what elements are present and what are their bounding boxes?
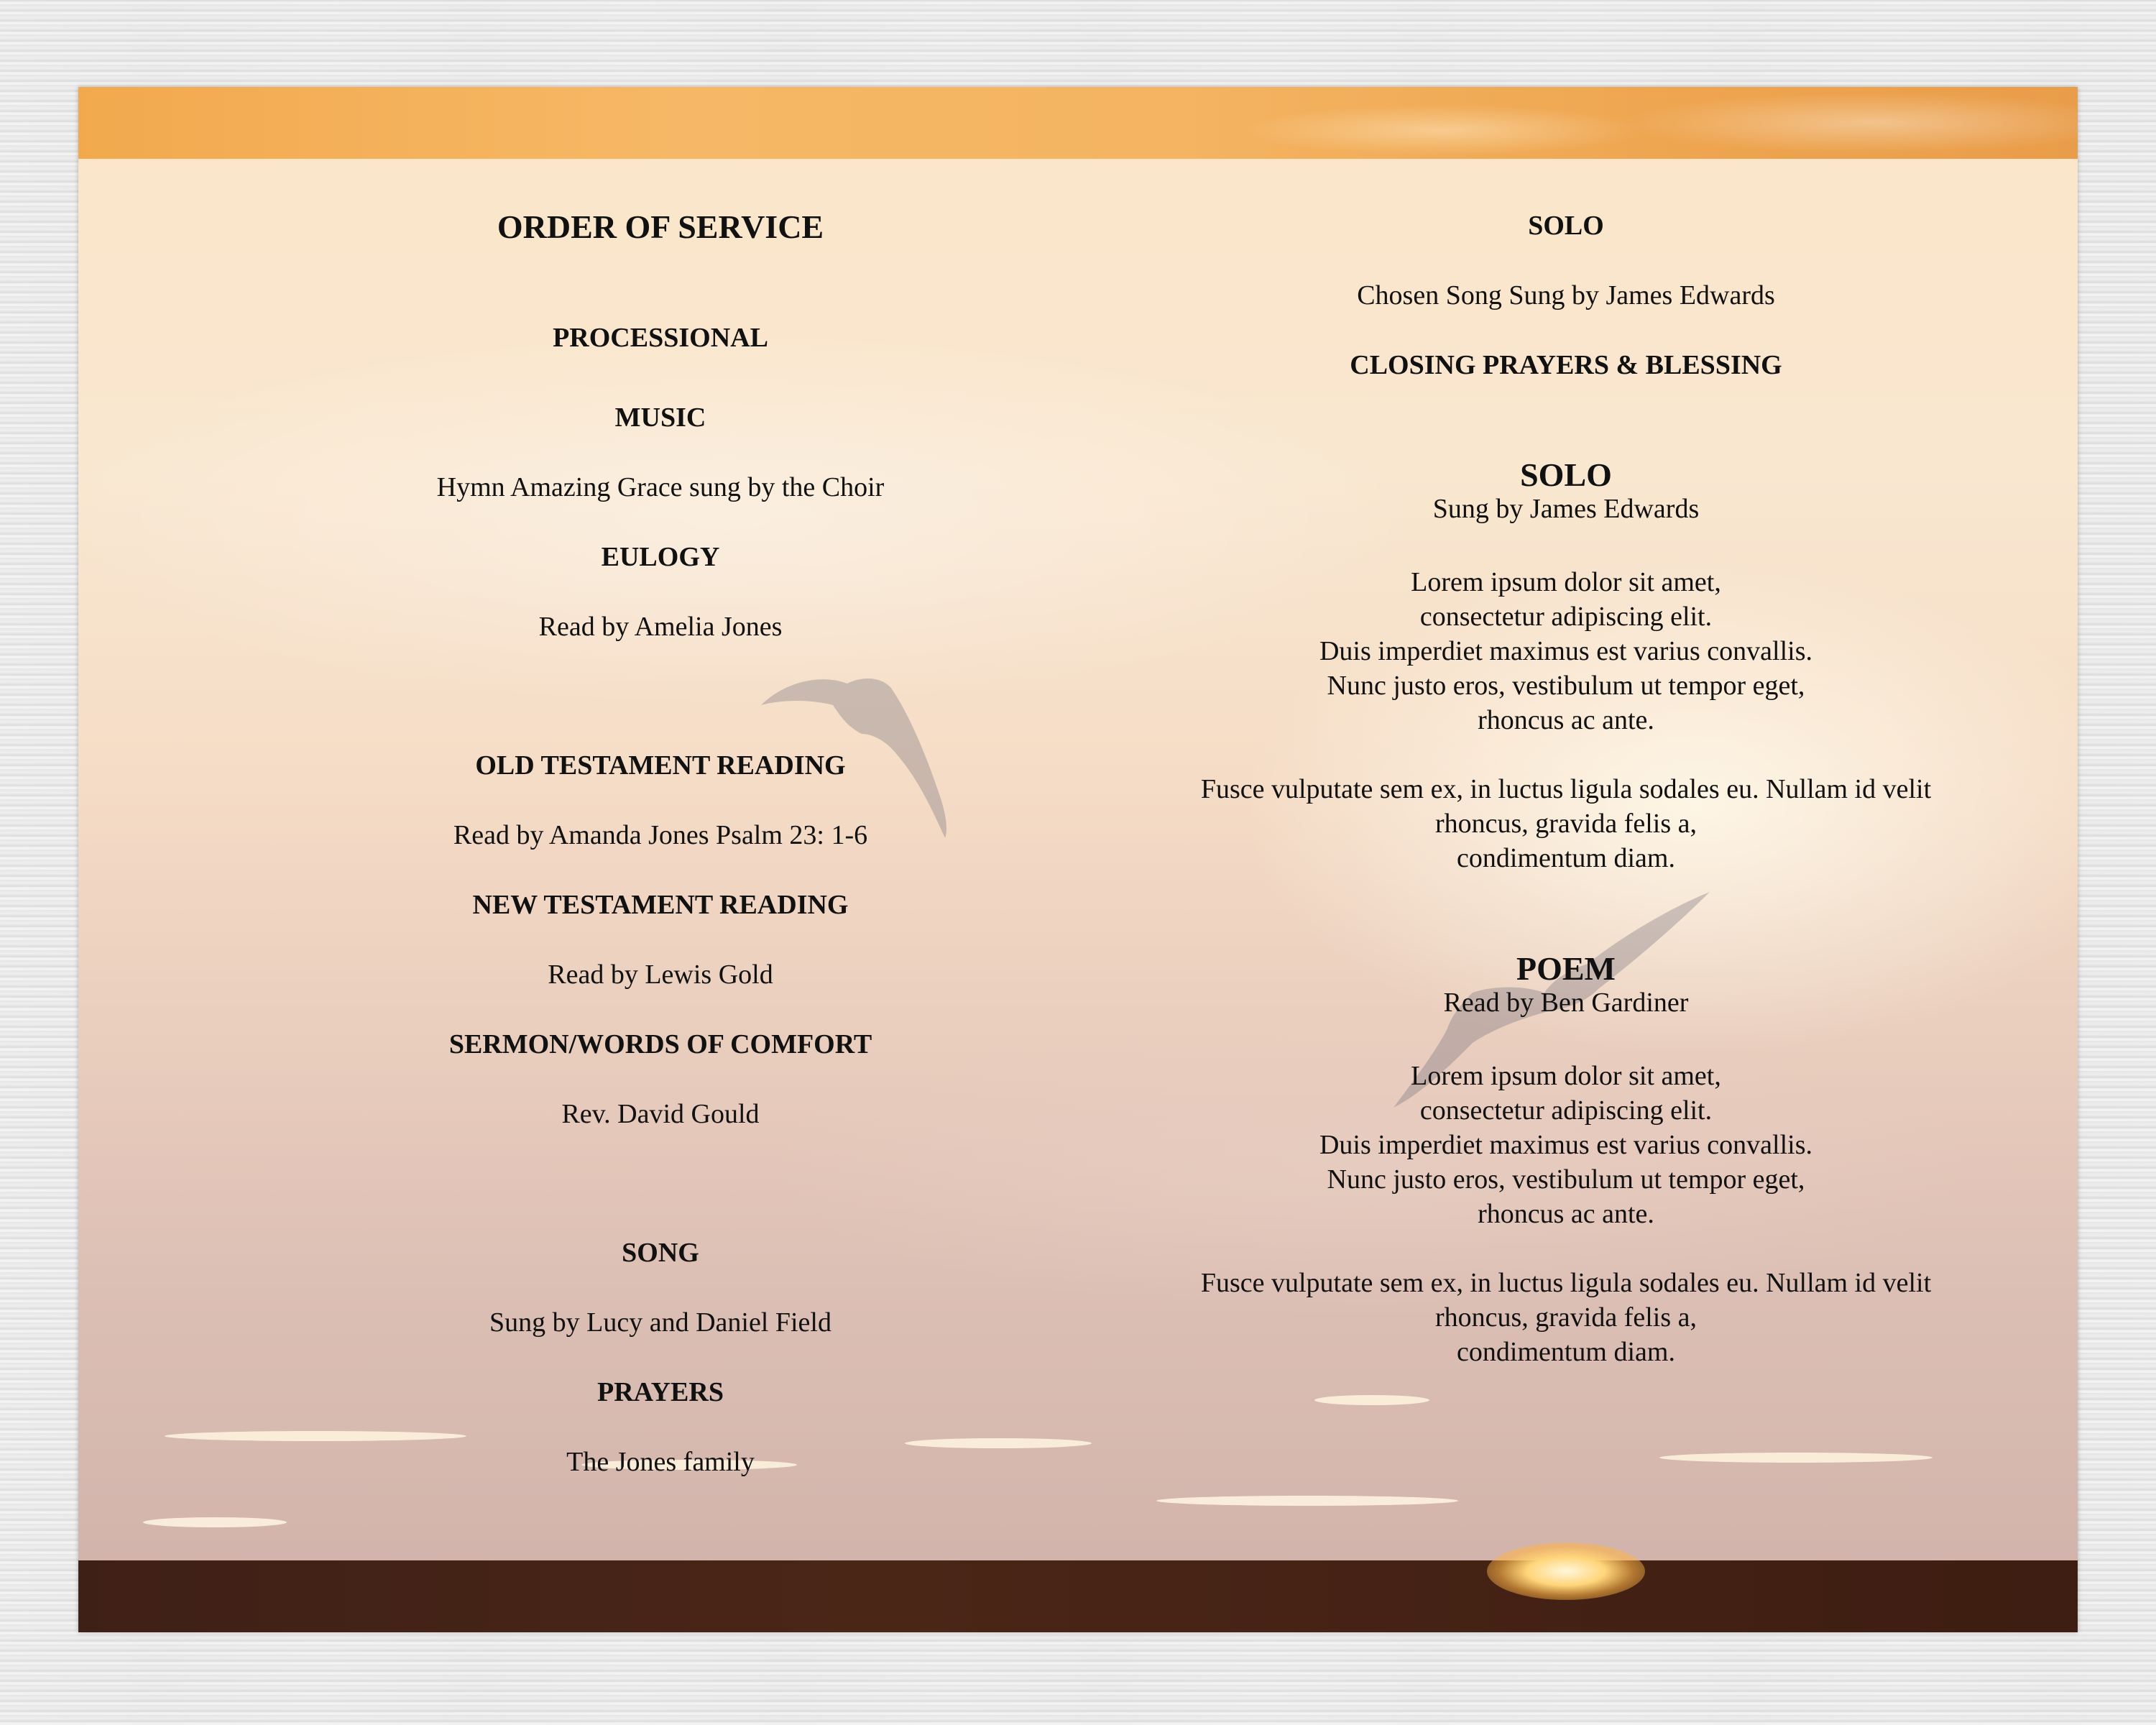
text-line: rhoncus, gravida felis a,	[1434, 809, 1697, 839]
text-line: rhoncus ac ante.	[1478, 705, 1654, 735]
text-line: Nunc justo eros, vestibulum ut tempor eget,	[1327, 1164, 1805, 1195]
poem-text-block	[1142, 1059, 1990, 1369]
text-line: Fusce vulputate sem ex, in luctus ligula sodales eu. Nullam id velit	[1200, 774, 1932, 804]
section-heading-song: SONG	[622, 1238, 699, 1268]
solo-text-block	[1142, 565, 1990, 875]
section-detail-new-testament: Read by Lewis Gold	[548, 960, 773, 990]
water-reflection	[1659, 1453, 1932, 1463]
section-heading-processional: PROCESSIONAL	[553, 323, 768, 353]
poem-reader: Read by Ben Gardiner	[1443, 988, 1689, 1018]
solo-performer: Sung by James Edwards	[1432, 494, 1700, 524]
bottom-landscape-band	[78, 1560, 2078, 1632]
section-heading-music: MUSIC	[614, 402, 706, 433]
section-detail-prayers: The Jones family	[566, 1447, 755, 1477]
section-heading-solo: SOLO	[1528, 211, 1604, 241]
section-detail-eulogy: Read by Amelia Jones	[538, 612, 783, 642]
section-heading-new-testament: NEW TESTAMENT READING	[472, 890, 849, 920]
section-heading-old-testament: OLD TESTAMENT READING	[475, 750, 846, 781]
solo-title: SOLO	[1520, 456, 1612, 493]
page-title: ORDER OF SERVICE	[497, 208, 824, 245]
top-sky-band	[78, 87, 2078, 159]
setting-sun	[1487, 1542, 1645, 1600]
section-heading-prayers: PRAYERS	[597, 1377, 724, 1407]
text-line: Duis imperdiet maximus est varius convallis.	[1319, 636, 1812, 666]
funeral-program-page	[78, 87, 2078, 1632]
text-line: Lorem ipsum dolor sit amet,	[1411, 1061, 1721, 1091]
section-detail-song: Sung by Lucy and Daniel Field	[489, 1307, 831, 1338]
section-heading-sermon: SERMON/WORDS OF COMFORT	[448, 1029, 872, 1059]
text-line: Duis imperdiet maximus est varius convallis.	[1319, 1130, 1812, 1160]
text-line: consectetur adipiscing elit.	[1419, 602, 1713, 632]
section-detail-old-testament: Read by Amanda Jones Psalm 23: 1-6	[453, 820, 868, 850]
text-line: condimentum diam.	[1457, 843, 1675, 873]
section-heading-closing-prayers: CLOSING PRAYERS & BLESSING	[1350, 350, 1782, 380]
text-line: rhoncus ac ante.	[1478, 1199, 1654, 1229]
poem-title: POEM	[1516, 950, 1616, 987]
water-reflection	[1314, 1395, 1429, 1405]
water-reflection	[1156, 1496, 1458, 1506]
text-line: Lorem ipsum dolor sit amet,	[1411, 567, 1721, 597]
text-line: condimentum diam.	[1457, 1337, 1675, 1367]
section-detail-sermon: Rev. David Gould	[561, 1099, 760, 1129]
text-line: Fusce vulputate sem ex, in luctus ligula sodales eu. Nullam id velit	[1200, 1268, 1932, 1298]
section-detail-solo: Chosen Song Sung by James Edwards	[1357, 280, 1775, 310]
water-reflection	[165, 1431, 466, 1441]
text-line: consectetur adipiscing elit.	[1419, 1095, 1713, 1126]
section-detail-music: Hymn Amazing Grace sung by the Choir	[436, 472, 885, 502]
water-reflection	[143, 1517, 287, 1527]
text-line: Nunc justo eros, vestibulum ut tempor eget,	[1327, 671, 1805, 701]
text-line: rhoncus, gravida felis a,	[1434, 1302, 1697, 1333]
seagull-silhouette-icon	[754, 633, 969, 842]
section-heading-eulogy: EULOGY	[601, 542, 720, 572]
